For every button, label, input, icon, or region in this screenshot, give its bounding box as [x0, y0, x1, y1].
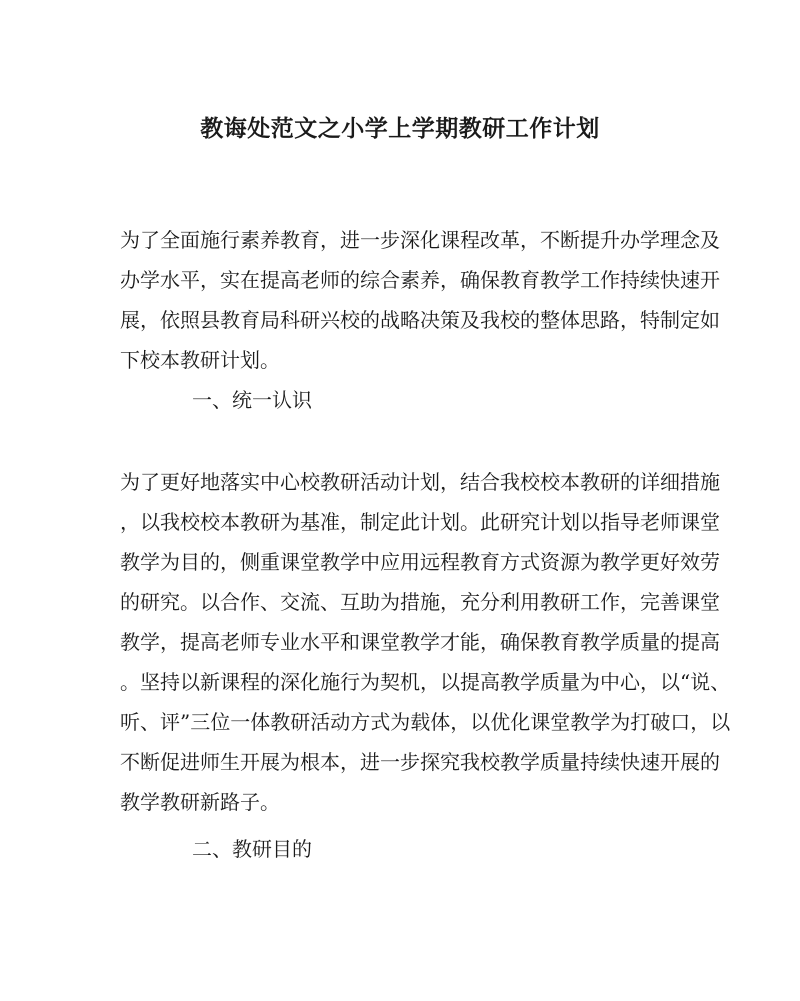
section1-line: 不断促进师生开展为根本，进一步探究我校教学质量持续快速开展的 [120, 750, 720, 774]
intro-line: 下校本教研计划。 [120, 348, 280, 372]
intro-line: 办学水平，实在提高老师的综合素养，确保教育教学工作持续快速开 [120, 268, 720, 292]
section1-line: 教学教研新路子。 [120, 790, 280, 814]
section1-paragraph [120, 462, 731, 822]
intro-line: 为了全面施行素养教育，进一步深化课程改革，不断提升办学理念及 [120, 228, 720, 252]
section-heading-2: 二、教研目的 [192, 837, 312, 861]
document-title: 教诲处范文之小学上学期教研工作计划 [200, 115, 600, 142]
section1-line: ，以我校校本教研为基准，制定此计划。此研究计划以指导老师课堂 [120, 510, 720, 534]
intro-line: 展，依照县教育局科研兴校的战略决策及我校的整体思路，特制定如 [120, 308, 720, 332]
section1-line: 教学为目的，侧重课堂教学中应用远程教育方式资源为教学更好效劳 [120, 550, 720, 574]
section-heading-1: 一、统一认识 [192, 388, 312, 412]
section1-line: 。坚持以新课程的深化施行为契机，以提高教学质量为中心，以“说、 [120, 670, 731, 694]
section1-line: 的研究。以合作、交流、互助为措施，充分利用教研工作，完善课堂 [120, 590, 720, 614]
section1-line: 教学，提高老师专业水平和课堂教学才能，确保教育教学质量的提高 [120, 630, 720, 654]
section1-line: 听、评”三位一体教研活动方式为载体，以优化课堂教学为打破口，以 [120, 710, 731, 734]
intro-paragraph [120, 220, 720, 380]
section1-line: 为了更好地落实中心校教研活动计划，结合我校校本教研的详细措施 [120, 470, 720, 494]
